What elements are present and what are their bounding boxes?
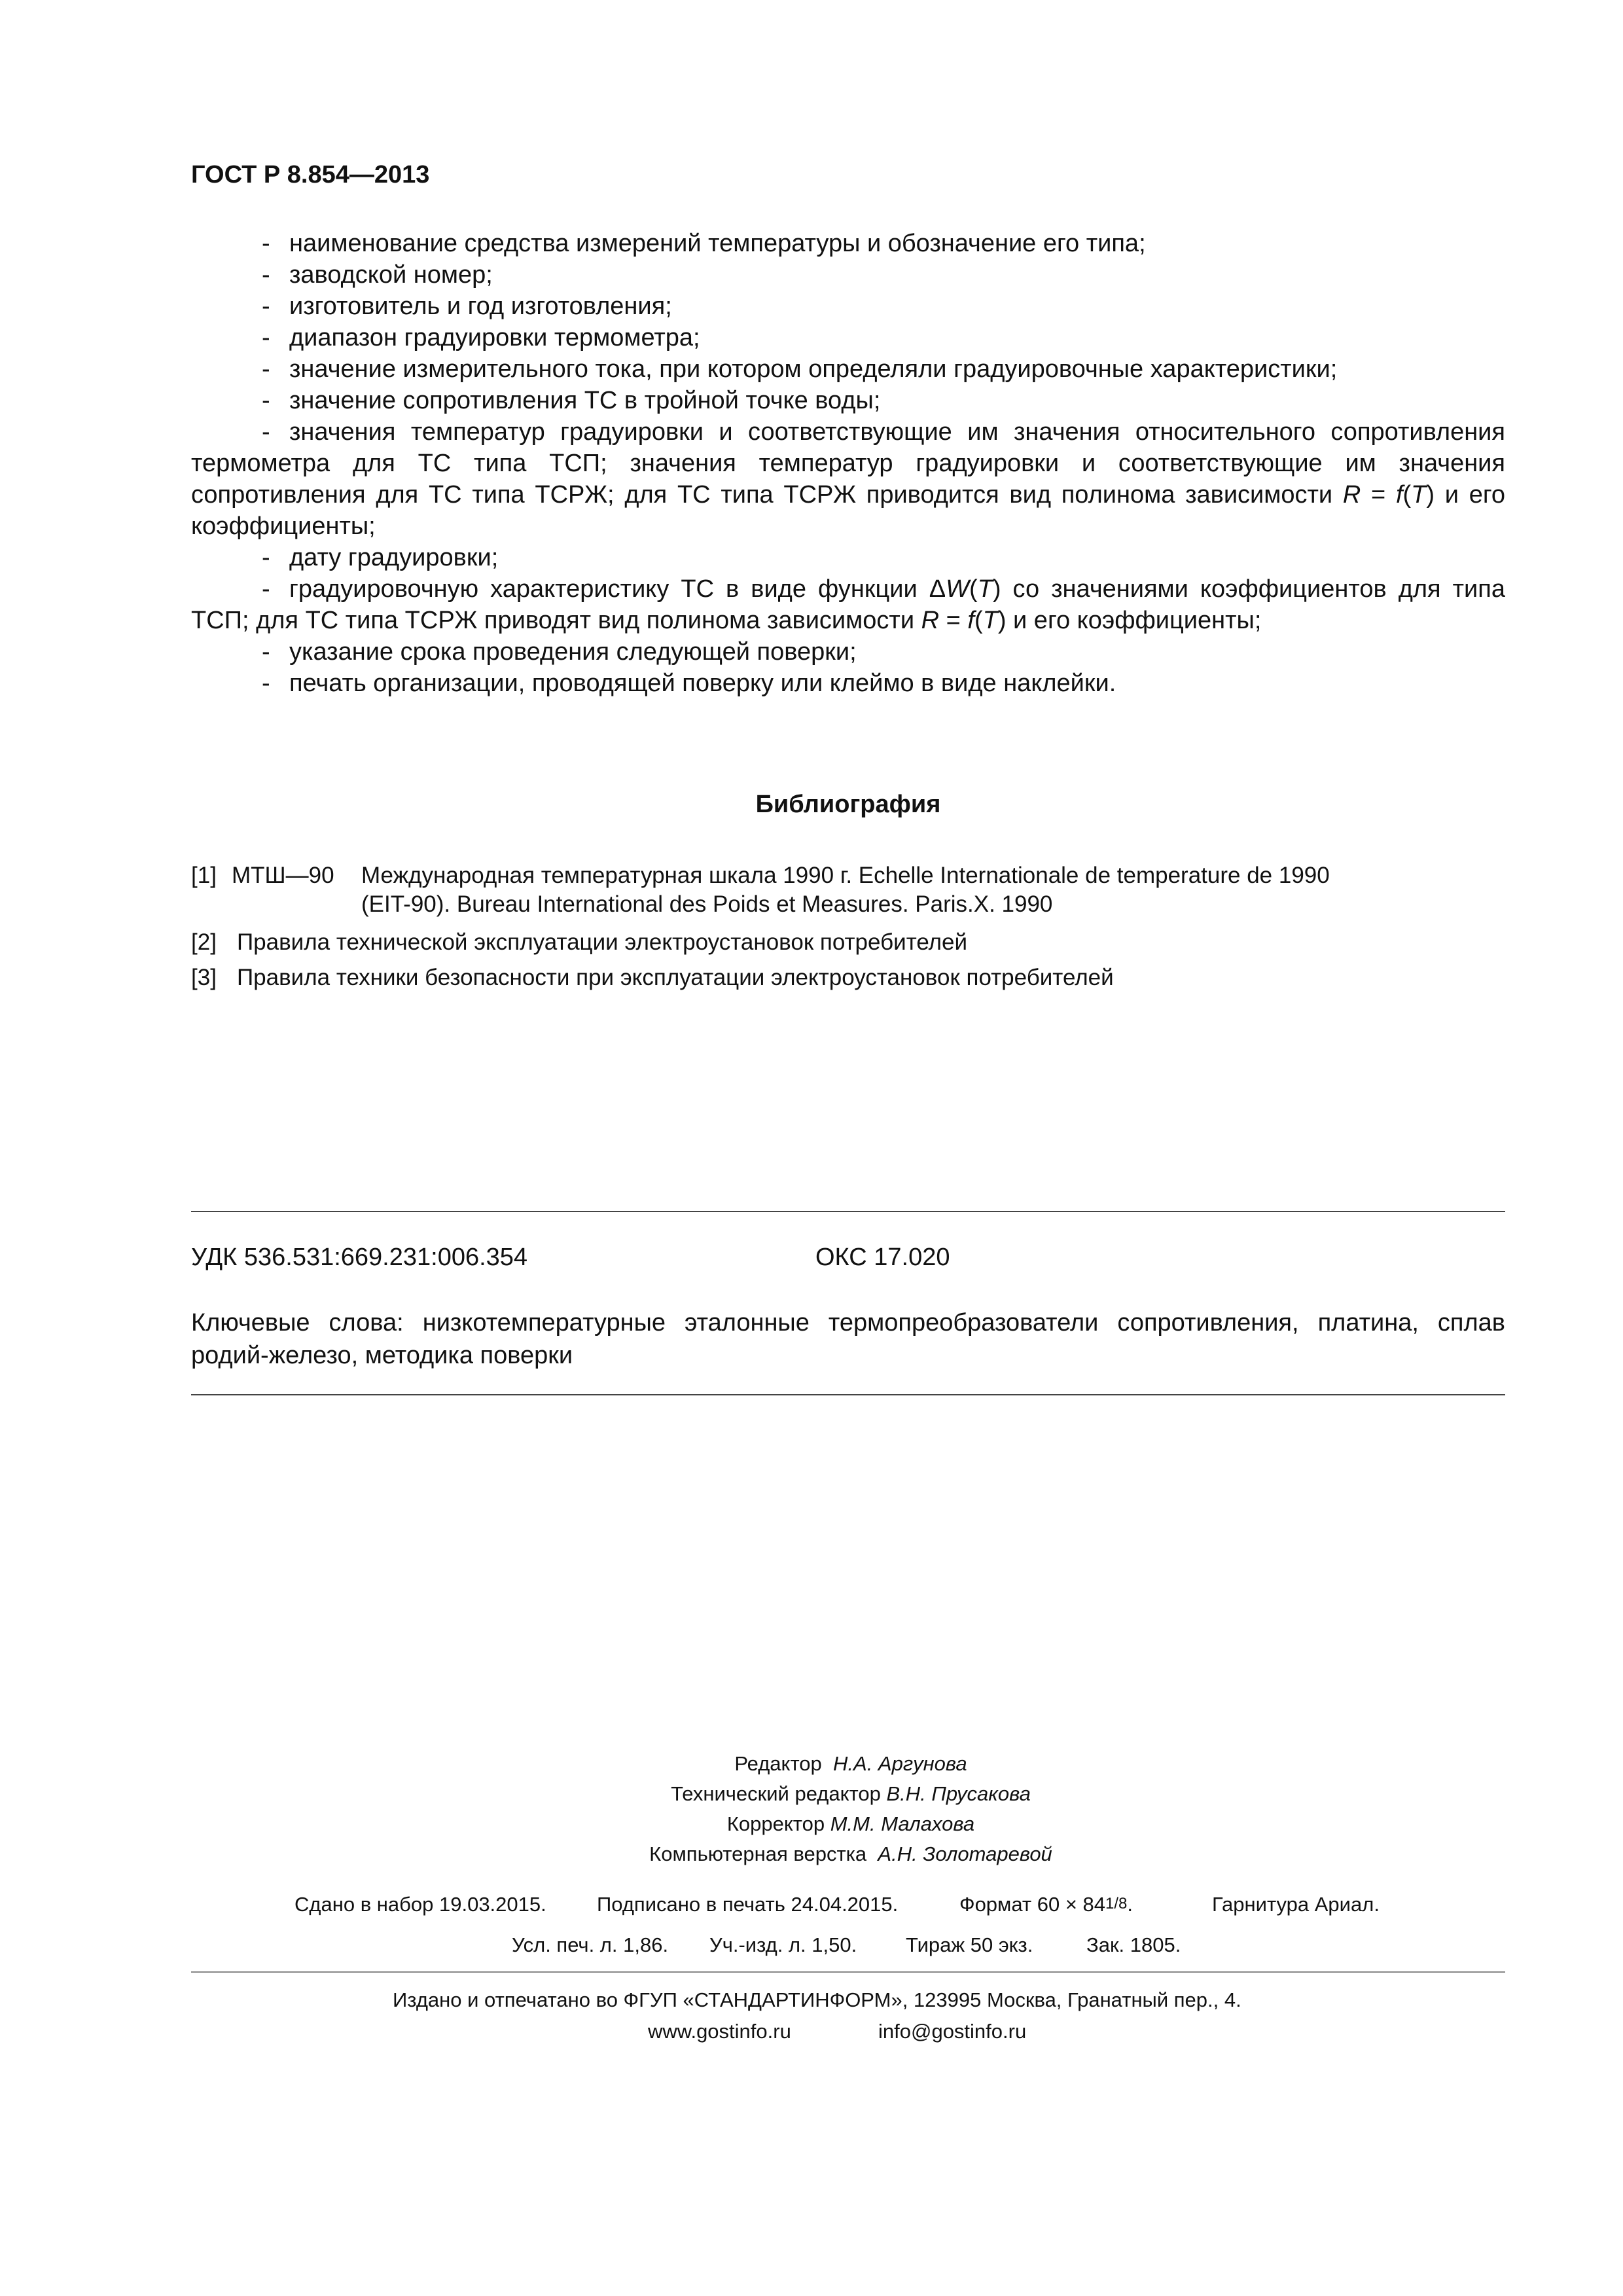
list-item-text: печать организации, проводящей поверку или клеймо в виде наклейки. [289, 670, 1116, 697]
list-dash: - [262, 670, 270, 697]
bibliography-entry [191, 963, 1505, 992]
formula-var: f [1395, 481, 1403, 509]
formula-op: ) [992, 575, 1001, 603]
credit-role: Корректор [726, 1812, 825, 1835]
list-dash: - [262, 355, 270, 383]
formula-op: ( [969, 575, 978, 603]
list-item-text: наименование средства измерений температуры и обозначение его типа; [289, 230, 1146, 257]
credit-name: Н.А. Аргунова [833, 1752, 967, 1775]
format-fraction: 1/8 [1105, 1895, 1128, 1912]
list-item [191, 353, 1505, 385]
list-dash: - [262, 387, 270, 414]
list-item-text: изготовитель и год изготовления; [289, 293, 672, 320]
list-item-text: и его коэффициенты; [1006, 607, 1262, 634]
credit-line [393, 1779, 1309, 1809]
list-item-text: значение сопротивления ТС в тройной точке воды; [289, 387, 881, 414]
list-item [191, 573, 1505, 636]
credit-name: В.Н. Прусакова [886, 1782, 1031, 1805]
list-item-text: со значениями коэффициентов для типа ТСП; для ТС типа ТСРЖ приводят вид полинома зависимости [191, 575, 1505, 634]
udk-code: УДК 536.531:669.231:006.354 [191, 1244, 528, 1271]
list-dash: - [262, 575, 270, 603]
credit-line [393, 1809, 1309, 1839]
format-text: Формат 60 × 84 [959, 1893, 1106, 1916]
credit-line [393, 1749, 1309, 1779]
divider [191, 1394, 1505, 1395]
credit-name: А.Н. Золотаревой [878, 1842, 1052, 1865]
bibliography-text: (EIT-90). Bureau International des Poids et Measures. Paris.X. 1990 [361, 891, 1053, 917]
divider [191, 1211, 1505, 1212]
list-item-text: дату градуировки; [289, 544, 499, 571]
list-item [191, 668, 1505, 699]
typeface-info: Гарнитура Ариал. [1212, 1893, 1380, 1916]
bibliography-number: [1] [191, 863, 217, 888]
formula-op: ( [974, 607, 983, 634]
credit-name: М.М. Малахова [830, 1812, 975, 1835]
print-format [959, 1893, 1133, 1916]
list-dash: - [262, 638, 270, 666]
list-item-text: и его коэффициенты; [191, 481, 1505, 540]
list-item [191, 385, 1505, 416]
list-dash: - [262, 293, 270, 320]
bibliography-number: [3] [191, 965, 217, 990]
list-item [191, 291, 1505, 322]
formula-op: ) [1426, 481, 1435, 509]
publisher-info: Издано и отпечатано во ФГУП «СТАНДАРТИНФОРМ», 123995 Москва, Гранатный пер., 4. [393, 1988, 1241, 2011]
list-dash: - [262, 261, 270, 289]
requirements-list [191, 228, 1505, 699]
email-link[interactable]: info@gostinfo.ru [878, 2020, 1027, 2043]
formula-op: ) [997, 607, 1007, 634]
credits-block [393, 1749, 1309, 1869]
formula-op: Δ [929, 575, 946, 603]
formula-var: T [977, 575, 993, 603]
list-item [191, 259, 1505, 291]
bibliography-entry [191, 928, 1505, 957]
list-item-text: указание срока проведения следующей поверки; [289, 638, 857, 666]
list-item [191, 416, 1505, 542]
order-number: Зак. 1805. [1086, 1933, 1181, 1956]
list-dash: - [262, 418, 270, 446]
list-item-text: градуировочную характеристику ТС в виде функции [289, 575, 929, 603]
list-item-text: значение измерительного тока, при котором определяли градуировочные характеристики; [289, 355, 1338, 383]
list-dash: - [262, 230, 270, 257]
list-item [191, 636, 1505, 668]
list-item [191, 322, 1505, 353]
formula-var: f [967, 607, 974, 634]
formula-var: T [1411, 481, 1427, 509]
list-item-text: значения температур градуировки и соответствующие им значения относительного сопротивления термометра для ТС типа ТСП; значения температур градуировки и соответствующие им значения сопротивления для ТС типа ТСРЖ; для ТС типа ТСРЖ приводится вид полинома зависимости [191, 418, 1505, 509]
list-item [191, 542, 1505, 573]
formula-var: R [921, 607, 940, 634]
format-suffix: . [1127, 1893, 1133, 1916]
credit-role: Редактор [734, 1752, 822, 1775]
bibliography-code: МТШ—90 [232, 863, 334, 888]
formula-var: T [982, 607, 998, 634]
formula-op: = [1361, 481, 1396, 509]
credit-role: Компьютерная верстка [649, 1842, 867, 1865]
divider [191, 1971, 1505, 1973]
bibliography-title: Библиография [755, 791, 941, 818]
keywords: Ключевые слова: низкотемпературные эталонные термопреобразователи сопротивления, платина, сплав родий-железо, методика поверки [191, 1309, 1505, 1369]
formula-var: R [1342, 481, 1361, 509]
bibliography-text: Правила технической эксплуатации электроустановок потребителей [237, 929, 968, 955]
website-link[interactable]: www.gostinfo.ru [648, 2020, 791, 2043]
signed-date: Подписано в печать 24.04.2015. [597, 1893, 899, 1916]
credit-line [393, 1839, 1309, 1869]
formula-op: ( [1402, 481, 1412, 509]
formula-op: = [939, 607, 968, 634]
submitted-date: Сдано в набор 19.03.2015. [294, 1893, 546, 1916]
publishing-sheets: Уч.-изд. л. 1,50. [709, 1933, 857, 1956]
list-item [191, 228, 1505, 259]
bibliography-text: Международная температурная шкала 1990 г. Echelle Internationale de temperature de 1990 [361, 863, 1330, 888]
credit-role: Технический редактор [671, 1782, 881, 1805]
list-item-text: заводской номер; [289, 261, 493, 289]
list-item-text: диапазон градуировки термометра; [289, 324, 700, 351]
list-dash: - [262, 324, 270, 351]
bibliography-entry [191, 861, 1505, 919]
list-dash: - [262, 544, 270, 571]
bibliography-number: [2] [191, 929, 217, 955]
bibliography-text: Правила техники безопасности при эксплуатации электроустановок потребителей [237, 965, 1114, 990]
formula-var: W [946, 575, 969, 603]
print-sheets: Усл. печ. л. 1,86. [512, 1933, 669, 1956]
document-number: ГОСТ Р 8.854—2013 [191, 161, 430, 188]
circulation: Тираж 50 экз. [906, 1933, 1033, 1956]
oks-code: ОКС 17.020 [815, 1244, 950, 1271]
